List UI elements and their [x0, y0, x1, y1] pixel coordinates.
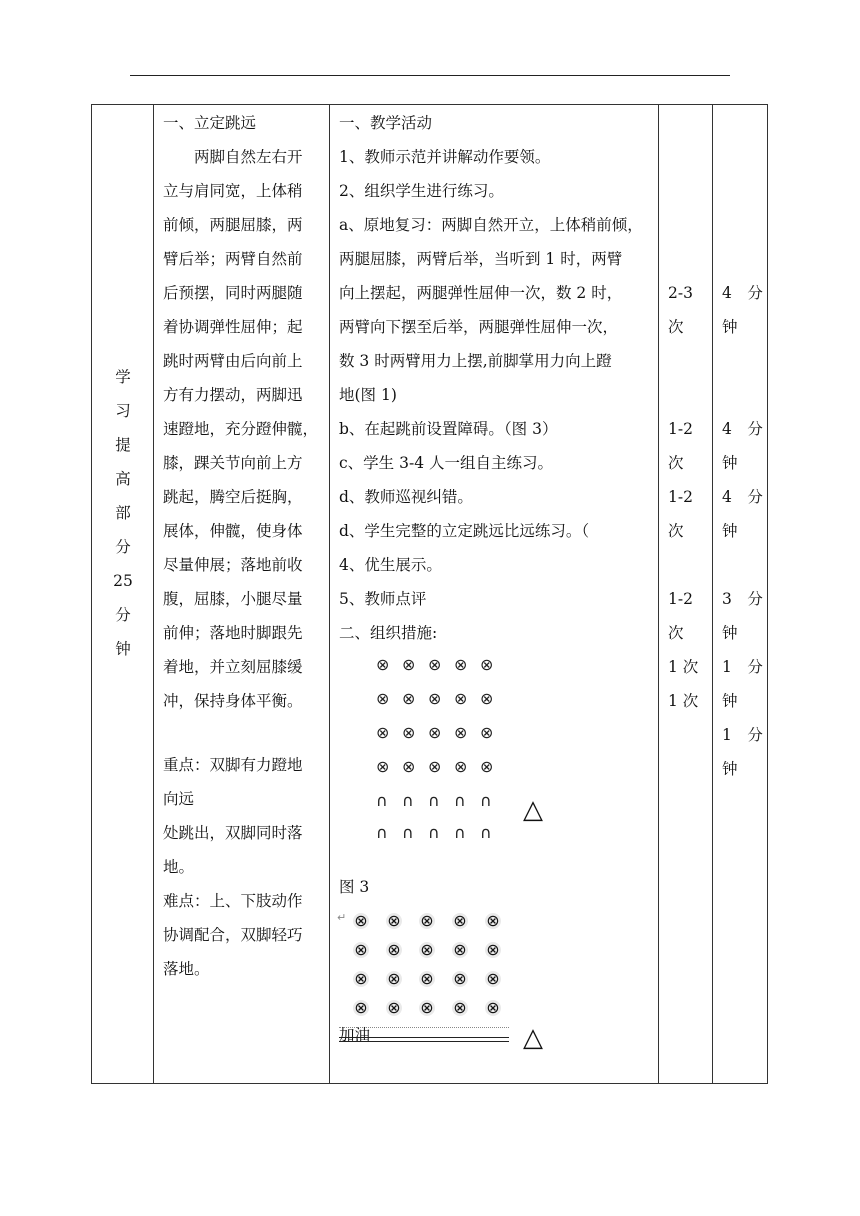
student-marker-icon: ⊗: [453, 911, 467, 930]
content-text-line: 后预摆，同时两腿随: [163, 284, 303, 302]
student-marker-icon: ⊗: [486, 969, 500, 988]
activity-text-line: c、学生 3-4 人一组自主练习。: [339, 454, 553, 472]
duration-text: 1 分: [722, 726, 763, 744]
student-marker-icon: ⊗: [402, 757, 416, 776]
activity-text-line: 两腿屈膝，两臂后举，当听到 1 时，两臂: [339, 250, 623, 268]
activity-text-line: b、在起跳前设置障碍。（图 3）: [339, 420, 558, 438]
repetition-text: 1-2: [668, 420, 693, 438]
student-marker-icon: ⊗: [428, 757, 442, 776]
content-text-line: 两脚自然左右开: [163, 148, 303, 166]
duration-text: 4 分: [722, 284, 763, 302]
student-marker-icon: ⊗: [387, 969, 401, 988]
student-marker-icon: ⊗: [354, 911, 368, 930]
content-text-line: 腹，屈膝，小腿尽量: [163, 590, 303, 608]
content-text-line: 速蹬地，充分蹬伸髋，: [163, 420, 319, 438]
student-marker-icon: ⊗: [428, 689, 442, 708]
activity-text-line: 1、教师示范并讲解动作要领。: [339, 148, 551, 166]
activity-text-line: 二、组织措施:: [339, 624, 438, 642]
activity-text-line: 两臂向下摆至后举，两腿弹性屈伸一次，: [339, 318, 619, 336]
duration-text: 钟: [722, 318, 738, 336]
header-rule: [130, 75, 730, 76]
section-label-column: [92, 105, 154, 1083]
repetitions-column: [668, 105, 712, 1083]
repetition-text: 1-2: [668, 590, 693, 608]
student-marker-icon: ⊗: [354, 969, 368, 988]
obstacle-arch-icon: ∩: [376, 823, 388, 842]
student-marker-icon: ⊗: [387, 911, 401, 930]
student-marker-icon: ⊗: [480, 689, 494, 708]
student-marker-icon: ⊗: [354, 998, 368, 1017]
repetition-text: 1 次: [668, 658, 699, 676]
content-text-line: 处跳出，双脚同时落: [163, 824, 303, 842]
duration-text: 钟: [722, 624, 738, 642]
repetition-text: 次: [668, 318, 684, 336]
duration-text: 4 分: [722, 420, 763, 438]
activity-text-line: a、原地复习：两脚自然开立，上体稍前倾，: [339, 216, 643, 234]
content-text-line: 协调配合，双脚轻巧: [163, 926, 303, 944]
activity-text-line: 地(图 1): [339, 386, 397, 404]
student-marker-icon: ⊗: [428, 723, 442, 742]
student-marker-icon: ⊗: [376, 689, 390, 708]
activity-text-line: d、教师巡视纠错。: [339, 488, 473, 506]
student-marker-icon: ⊗: [376, 723, 390, 742]
obstacle-arch-icon: ∩: [428, 791, 440, 810]
repetition-text: 次: [668, 454, 684, 472]
content-text-line: 向远: [163, 790, 195, 808]
student-marker-icon: ⊗: [454, 757, 468, 776]
student-marker-icon: ⊗: [486, 940, 500, 959]
content-text-line: 重点：双脚有力蹬地: [163, 756, 303, 774]
obstacle-arch-icon: ∩: [402, 791, 414, 810]
student-marker-icon: ⊗: [376, 655, 390, 674]
teacher-triangle-icon: △: [523, 1023, 543, 1053]
figure-3-caption: 图 3: [339, 878, 370, 896]
column-divider: [329, 105, 330, 1083]
cheer-label: 加油: [339, 1026, 371, 1044]
activity-text-line: 向上摆起，两腿弹性屈伸一次，数 2 时，: [339, 284, 623, 302]
section-label-char: 高: [115, 470, 131, 488]
duration-text: 4 分: [722, 488, 763, 506]
paragraph-mark-icon: ↵: [337, 911, 347, 924]
repetition-text: 次: [668, 522, 684, 540]
student-marker-icon: ⊗: [454, 655, 468, 674]
content-text-line: 地。: [163, 858, 195, 876]
section-label-char: 习: [115, 402, 131, 420]
activity-text-line: 一、教学活动: [339, 114, 433, 132]
section-label-char: 25: [113, 572, 133, 590]
student-marker-icon: ⊗: [453, 998, 467, 1017]
duration-text: 钟: [722, 454, 738, 472]
duration-text: 钟: [722, 522, 738, 540]
student-marker-icon: ⊗: [454, 723, 468, 742]
student-marker-icon: ⊗: [402, 723, 416, 742]
student-marker-icon: ⊗: [486, 911, 500, 930]
student-marker-icon: ⊗: [387, 940, 401, 959]
content-text-line: 跳起，腾空后挺胸，: [163, 488, 303, 506]
content-text-line: 立与肩同宽，上体稍: [163, 182, 303, 200]
obstacle-arch-icon: ∩: [480, 791, 492, 810]
column-divider: [712, 105, 713, 1083]
duration-text: 钟: [722, 760, 738, 778]
student-marker-icon: ⊗: [486, 998, 500, 1017]
student-marker-icon: ⊗: [420, 911, 434, 930]
duration-text: 1 分: [722, 658, 763, 676]
obstacle-arch-icon: ∩: [428, 823, 440, 842]
lesson-table: [91, 104, 768, 1084]
duration-text: 钟: [722, 692, 738, 710]
activity-text-line: d、学生完整的立定跳远比远练习。（: [339, 522, 590, 540]
section-label-char: 分: [115, 538, 131, 556]
section-label-char: 分: [115, 606, 131, 624]
section-label-char: 提: [115, 436, 131, 454]
teacher-triangle-icon: △: [523, 795, 543, 825]
student-marker-icon: ⊗: [453, 969, 467, 988]
obstacle-arch-icon: ∩: [454, 791, 466, 810]
repetition-text: 2-3: [668, 284, 693, 302]
content-text-line: 难点：上、下肢动作: [163, 892, 303, 910]
student-marker-icon: ⊗: [420, 998, 434, 1017]
content-text-line: 一、立定跳远: [163, 114, 257, 132]
column-divider: [658, 105, 659, 1083]
content-text-line: 前倾，两腿屈膝，两: [163, 216, 303, 234]
student-marker-icon: ⊗: [354, 940, 368, 959]
content-text-line: 展体，伸髋，使身体: [163, 522, 303, 540]
repetition-text: 1-2: [668, 488, 693, 506]
activity-text-line: 数 3 时两臂用力上摆,前脚掌用力向上蹬: [339, 352, 612, 370]
content-text-line: 膝，踝关节向前上方: [163, 454, 303, 472]
section-label-char: 学: [115, 368, 131, 386]
duration-text: 3 分: [722, 590, 763, 608]
student-marker-icon: ⊗: [480, 757, 494, 776]
content-text-line: 落地。: [163, 960, 210, 978]
activity-text-line: 5、教师点评: [339, 590, 427, 608]
student-marker-icon: ⊗: [480, 655, 494, 674]
activity-text-line: 4、优生展示。: [339, 556, 442, 574]
content-text-line: 着地，并立刻屈膝缓: [163, 658, 303, 676]
content-text-line: 方有力摆动，两脚迅: [163, 386, 303, 404]
student-marker-icon: ⊗: [376, 757, 390, 776]
student-marker-icon: ⊗: [454, 689, 468, 708]
repetition-text: 1 次: [668, 692, 699, 710]
content-text-line: 臂后举；两臂自然前: [163, 250, 303, 268]
obstacle-arch-icon: ∩: [480, 823, 492, 842]
section-label-char: 钟: [115, 640, 131, 658]
student-marker-icon: ⊗: [420, 940, 434, 959]
content-text-line: 前伸；落地时脚跟先: [163, 624, 303, 642]
student-marker-icon: ⊗: [402, 655, 416, 674]
activity-text-line: 2、组织学生进行练习。: [339, 182, 504, 200]
student-marker-icon: ⊗: [387, 998, 401, 1017]
student-marker-icon: ⊗: [480, 723, 494, 742]
student-marker-icon: ⊗: [420, 969, 434, 988]
repetition-text: 次: [668, 624, 684, 642]
duration-column: [722, 105, 768, 1083]
content-text-line: 着协调弹性屈伸；起: [163, 318, 303, 336]
content-text-line: 尽量伸展；落地前收: [163, 556, 303, 574]
obstacle-arch-icon: ∩: [454, 823, 466, 842]
student-marker-icon: ⊗: [453, 940, 467, 959]
student-marker-icon: ⊗: [402, 689, 416, 708]
teaching-activities-column: [339, 105, 658, 1083]
section-label-char: 部: [115, 504, 131, 522]
obstacle-arch-icon: ∩: [402, 823, 414, 842]
content-text-line: 跳时两臂由后向前上: [163, 352, 303, 370]
double-rule: [339, 1037, 509, 1042]
content-text-line: 冲，保持身体平衡。: [163, 692, 303, 710]
teaching-content-column: [163, 105, 329, 1083]
obstacle-arch-icon: ∩: [376, 791, 388, 810]
student-marker-icon: ⊗: [428, 655, 442, 674]
